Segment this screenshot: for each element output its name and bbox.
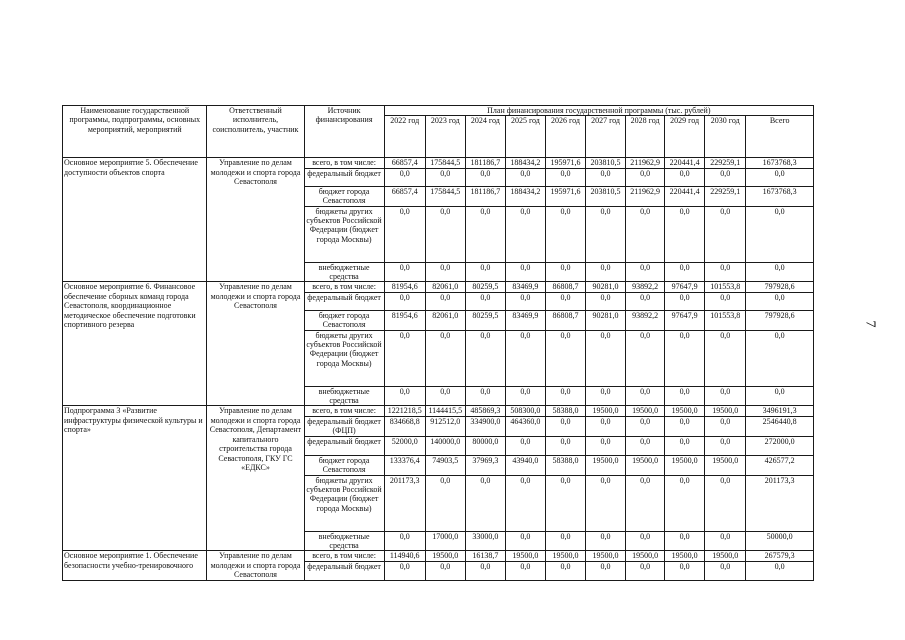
year-value: 0,0	[705, 206, 746, 262]
year-value: 19500,0	[705, 406, 746, 416]
year-value: 0,0	[505, 386, 545, 406]
year-value: 19500,0	[626, 406, 665, 416]
year-value: 203810,5	[586, 186, 626, 206]
year-value: 0,0	[384, 292, 425, 310]
funding-source: федеральный бюджет	[304, 436, 384, 455]
year-value: 66857,4	[384, 158, 425, 168]
year-value: 19500,0	[626, 455, 665, 475]
year-value: 0,0	[705, 436, 746, 455]
year-value: 181186,7	[465, 186, 505, 206]
total-value: 426577,2	[746, 455, 814, 475]
year-value: 0,0	[626, 206, 665, 262]
year-value: 0,0	[705, 292, 746, 310]
year-value: 19500,0	[705, 455, 746, 475]
year-value: 74903,5	[425, 455, 465, 475]
year-value: 0,0	[384, 386, 425, 406]
year-value: 58388,0	[545, 455, 585, 475]
year-value: 0,0	[425, 330, 465, 386]
year-value: 0,0	[586, 262, 626, 282]
year-value: 0,0	[626, 262, 665, 282]
total-value: 2546440,8	[746, 416, 814, 436]
year-value: 0,0	[705, 168, 746, 186]
program-name: Основное мероприятие 5. Обеспечение доступности объектов спорта	[63, 158, 207, 282]
year-value: 0,0	[545, 475, 585, 531]
funding-source: бюджеты других субъектов Российской Федерации (бюджет города Москвы)	[304, 475, 384, 531]
header-year: 2029 год	[665, 116, 705, 158]
year-value: 0,0	[505, 168, 545, 186]
year-value: 0,0	[425, 168, 465, 186]
year-value: 195971,6	[545, 186, 585, 206]
year-value: 0,0	[545, 330, 585, 386]
year-value: 220441,4	[665, 186, 705, 206]
year-value: 0,0	[705, 475, 746, 531]
year-value: 0,0	[626, 330, 665, 386]
year-value: 0,0	[586, 206, 626, 262]
header-year: 2026 год	[545, 116, 585, 158]
year-value: 0,0	[586, 436, 626, 455]
total-value: 201173,3	[746, 475, 814, 531]
total-value: 0,0	[746, 292, 814, 310]
table-header	[63, 106, 814, 158]
year-value: 0,0	[545, 206, 585, 262]
year-value: 86808,7	[545, 282, 585, 292]
year-value: 0,0	[665, 531, 705, 551]
year-value: 19500,0	[705, 551, 746, 562]
year-value: 90281,0	[586, 310, 626, 330]
year-value: 93892,2	[626, 310, 665, 330]
year-value: 0,0	[545, 168, 585, 186]
year-value: 0,0	[384, 531, 425, 551]
total-value: 267579,3	[746, 551, 814, 562]
year-value: 0,0	[505, 262, 545, 282]
funding-source: федеральный бюджет	[304, 292, 384, 310]
year-value: 19500,0	[425, 551, 465, 562]
year-value: 0,0	[705, 531, 746, 551]
total-value: 0,0	[746, 386, 814, 406]
year-value: 16138,7	[465, 551, 505, 562]
year-value: 0,0	[586, 416, 626, 436]
year-value: 0,0	[505, 292, 545, 310]
funding-source: бюджет города Севастополя	[304, 455, 384, 475]
header-source: Источник финансирования	[304, 106, 384, 158]
year-value: 17000,0	[425, 531, 465, 551]
year-value: 0,0	[705, 330, 746, 386]
total-value: 1673768,3	[746, 158, 814, 168]
year-value: 0,0	[545, 416, 585, 436]
header-year: 2023 год	[425, 116, 465, 158]
year-value: 37969,3	[465, 455, 505, 475]
year-value: 0,0	[384, 168, 425, 186]
year-value: 82061,0	[425, 310, 465, 330]
year-value: 508300,0	[505, 406, 545, 416]
funding-source: всего, в том числе:	[304, 282, 384, 292]
header-year: 2028 год	[626, 116, 665, 158]
year-value: 0,0	[465, 168, 505, 186]
year-value: 834668,8	[384, 416, 425, 436]
year-value: 0,0	[626, 531, 665, 551]
year-value: 0,0	[586, 475, 626, 531]
responsible-executor: Управление по делам молодежи и спорта города Севастополя	[207, 551, 304, 580]
year-value: 0,0	[505, 330, 545, 386]
header-year: 2030 год	[705, 116, 746, 158]
year-value: 203810,5	[586, 158, 626, 168]
year-value: 0,0	[665, 168, 705, 186]
year-value: 19500,0	[665, 455, 705, 475]
year-value: 912512,0	[425, 416, 465, 436]
year-value: 220441,4	[665, 158, 705, 168]
year-value: 0,0	[505, 206, 545, 262]
year-value: 485869,3	[465, 406, 505, 416]
year-value: 52000,0	[384, 436, 425, 455]
year-value: 0,0	[465, 386, 505, 406]
year-value: 175844,5	[425, 186, 465, 206]
year-value: 175844,5	[425, 158, 465, 168]
table-row	[63, 551, 814, 562]
header-name: Наименование государственной программы, подпрограммы, основных мероприятий, мероприятий	[63, 106, 207, 158]
year-value: 0,0	[626, 562, 665, 581]
year-value: 201173,3	[384, 475, 425, 531]
year-value: 229259,1	[705, 186, 746, 206]
funding-source: всего, в том числе:	[304, 406, 384, 416]
program-name: Основное мероприятие 1. Обеспечение безопасности учебно-тренировочного	[63, 551, 207, 580]
funding-source: федеральный бюджет	[304, 168, 384, 186]
year-value: 97647,9	[665, 310, 705, 330]
table-row	[63, 406, 814, 416]
year-value: 82061,0	[425, 282, 465, 292]
year-value: 80259,5	[465, 282, 505, 292]
responsible-executor: Управление по делам молодежи и спорта города Севастополя	[207, 158, 304, 282]
year-value: 0,0	[505, 475, 545, 531]
year-value: 0,0	[665, 330, 705, 386]
responsible-executor: Управление по делам молодежи и спорта города Севастополя, Департамент капитального строительства города Севастополя, ГКУ ГС «ЕДКС»	[207, 406, 304, 551]
year-value: 0,0	[705, 562, 746, 581]
table-row	[63, 158, 814, 168]
year-value: 0,0	[465, 475, 505, 531]
year-value: 0,0	[665, 436, 705, 455]
total-value: 50000,0	[746, 531, 814, 551]
year-value: 0,0	[545, 436, 585, 455]
funding-source: внебюджетные средства	[304, 531, 384, 551]
year-value: 0,0	[665, 562, 705, 581]
year-value: 93892,2	[626, 282, 665, 292]
year-value: 19500,0	[586, 455, 626, 475]
year-value: 19500,0	[665, 551, 705, 562]
year-value: 101553,8	[705, 282, 746, 292]
year-value: 43940,0	[505, 455, 545, 475]
year-value: 0,0	[465, 292, 505, 310]
year-value: 0,0	[626, 416, 665, 436]
year-value: 1144415,5	[425, 406, 465, 416]
header-year: 2027 год	[586, 116, 626, 158]
year-value: 0,0	[545, 262, 585, 282]
financing-table	[62, 105, 814, 581]
funding-source: бюджет города Севастополя	[304, 186, 384, 206]
header-plan-title: План финансирования государственной программы (тыс. рублей)	[384, 106, 813, 116]
year-value: 19500,0	[505, 551, 545, 562]
funding-source: внебюджетные средства	[304, 386, 384, 406]
year-value: 0,0	[586, 562, 626, 581]
total-value: 0,0	[746, 562, 814, 581]
year-value: 0,0	[705, 416, 746, 436]
table-body	[63, 158, 814, 580]
funding-source: бюджеты других субъектов Российской Федерации (бюджет города Москвы)	[304, 206, 384, 262]
year-value: 19500,0	[626, 551, 665, 562]
total-value: 0,0	[746, 206, 814, 262]
year-value: 0,0	[626, 168, 665, 186]
total-value: 0,0	[746, 330, 814, 386]
year-value: 0,0	[505, 531, 545, 551]
year-value: 0,0	[425, 292, 465, 310]
year-value: 90281,0	[586, 282, 626, 292]
year-value: 81954,6	[384, 310, 425, 330]
year-value: 0,0	[425, 386, 465, 406]
year-value: 188434,2	[505, 186, 545, 206]
year-value: 0,0	[545, 562, 585, 581]
year-value: 188434,2	[505, 158, 545, 168]
total-value: 0,0	[746, 168, 814, 186]
year-value: 0,0	[665, 262, 705, 282]
total-value: 3496191,3	[746, 406, 814, 416]
funding-source: бюджет города Севастополя	[304, 310, 384, 330]
year-value: 0,0	[626, 475, 665, 531]
responsible-executor: Управление по делам молодежи и спорта города Севастополя	[207, 282, 304, 406]
year-value: 0,0	[465, 562, 505, 581]
year-value: 0,0	[586, 292, 626, 310]
program-name: Основное мероприятие 6. Финансовое обеспечение сборных команд города Севастополя, координационное методическое обеспечение подготовки спортивного резерва	[63, 282, 207, 406]
year-value: 0,0	[505, 562, 545, 581]
funding-source: бюджеты других субъектов Российской Федерации (бюджет города Москвы)	[304, 330, 384, 386]
funding-source: всего, в том числе:	[304, 551, 384, 562]
year-value: 0,0	[465, 330, 505, 386]
total-value: 272000,0	[746, 436, 814, 455]
funding-source: федеральный бюджет (ФЦП)	[304, 416, 384, 436]
year-value: 58388,0	[545, 406, 585, 416]
year-value: 0,0	[665, 416, 705, 436]
year-value: 211962,9	[626, 186, 665, 206]
total-value: 0,0	[746, 262, 814, 282]
year-value: 83469,9	[505, 282, 545, 292]
year-value: 0,0	[384, 262, 425, 282]
year-value: 19500,0	[545, 551, 585, 562]
year-value: 19500,0	[586, 406, 626, 416]
header-total: Всего	[746, 116, 814, 158]
year-value: 0,0	[505, 436, 545, 455]
year-value: 334900,0	[465, 416, 505, 436]
header-year: 2024 год	[465, 116, 505, 158]
year-value: 0,0	[626, 386, 665, 406]
year-value: 0,0	[384, 330, 425, 386]
year-value: 0,0	[665, 475, 705, 531]
year-value: 97647,9	[665, 282, 705, 292]
year-value: 101553,8	[705, 310, 746, 330]
year-value: 66857,4	[384, 186, 425, 206]
year-value: 0,0	[586, 168, 626, 186]
year-value: 0,0	[384, 206, 425, 262]
year-value: 0,0	[545, 531, 585, 551]
year-value: 0,0	[425, 206, 465, 262]
year-value: 0,0	[384, 562, 425, 581]
funding-source: федеральный бюджет	[304, 562, 384, 581]
year-value: 140000,0	[425, 436, 465, 455]
year-value: 0,0	[465, 206, 505, 262]
program-name: Подпрограмма 3 «Развитие инфраструктуры физической культуры и спорта»	[63, 406, 207, 551]
year-value: 0,0	[665, 206, 705, 262]
header-year: 2025 год	[505, 116, 545, 158]
header-year: 2022 год	[384, 116, 425, 158]
year-value: 0,0	[705, 386, 746, 406]
funding-source: внебюджетные средства	[304, 262, 384, 282]
year-value: 0,0	[545, 292, 585, 310]
total-value: 797928,6	[746, 282, 814, 292]
year-value: 0,0	[545, 386, 585, 406]
year-value: 0,0	[586, 386, 626, 406]
year-value: 0,0	[665, 292, 705, 310]
year-value: 0,0	[626, 292, 665, 310]
year-value: 0,0	[465, 262, 505, 282]
table-row	[63, 282, 814, 292]
year-value: 81954,6	[384, 282, 425, 292]
year-value: 33000,0	[465, 531, 505, 551]
year-value: 80000,0	[465, 436, 505, 455]
year-value: 19500,0	[665, 406, 705, 416]
header-executor: Ответственный исполнитель, соисполнитель, участник	[207, 106, 304, 158]
year-value: 1221218,5	[384, 406, 425, 416]
year-value: 80259,5	[465, 310, 505, 330]
year-value: 0,0	[626, 436, 665, 455]
page-number: 7	[862, 320, 878, 328]
funding-source: всего, в том числе:	[304, 158, 384, 168]
year-value: 0,0	[425, 562, 465, 581]
year-value: 133376,4	[384, 455, 425, 475]
year-value: 86808,7	[545, 310, 585, 330]
year-value: 0,0	[425, 262, 465, 282]
year-value: 83469,9	[505, 310, 545, 330]
total-value: 797928,6	[746, 310, 814, 330]
total-value: 1673768,3	[746, 186, 814, 206]
year-value: 195971,6	[545, 158, 585, 168]
year-value: 0,0	[586, 330, 626, 386]
year-value: 229259,1	[705, 158, 746, 168]
year-value: 0,0	[586, 531, 626, 551]
year-value: 464360,0	[505, 416, 545, 436]
year-value: 114940,6	[384, 551, 425, 562]
year-value: 0,0	[665, 386, 705, 406]
year-value: 211962,9	[626, 158, 665, 168]
year-value: 19500,0	[586, 551, 626, 562]
year-value: 0,0	[425, 475, 465, 531]
year-value: 0,0	[705, 262, 746, 282]
year-value: 181186,7	[465, 158, 505, 168]
